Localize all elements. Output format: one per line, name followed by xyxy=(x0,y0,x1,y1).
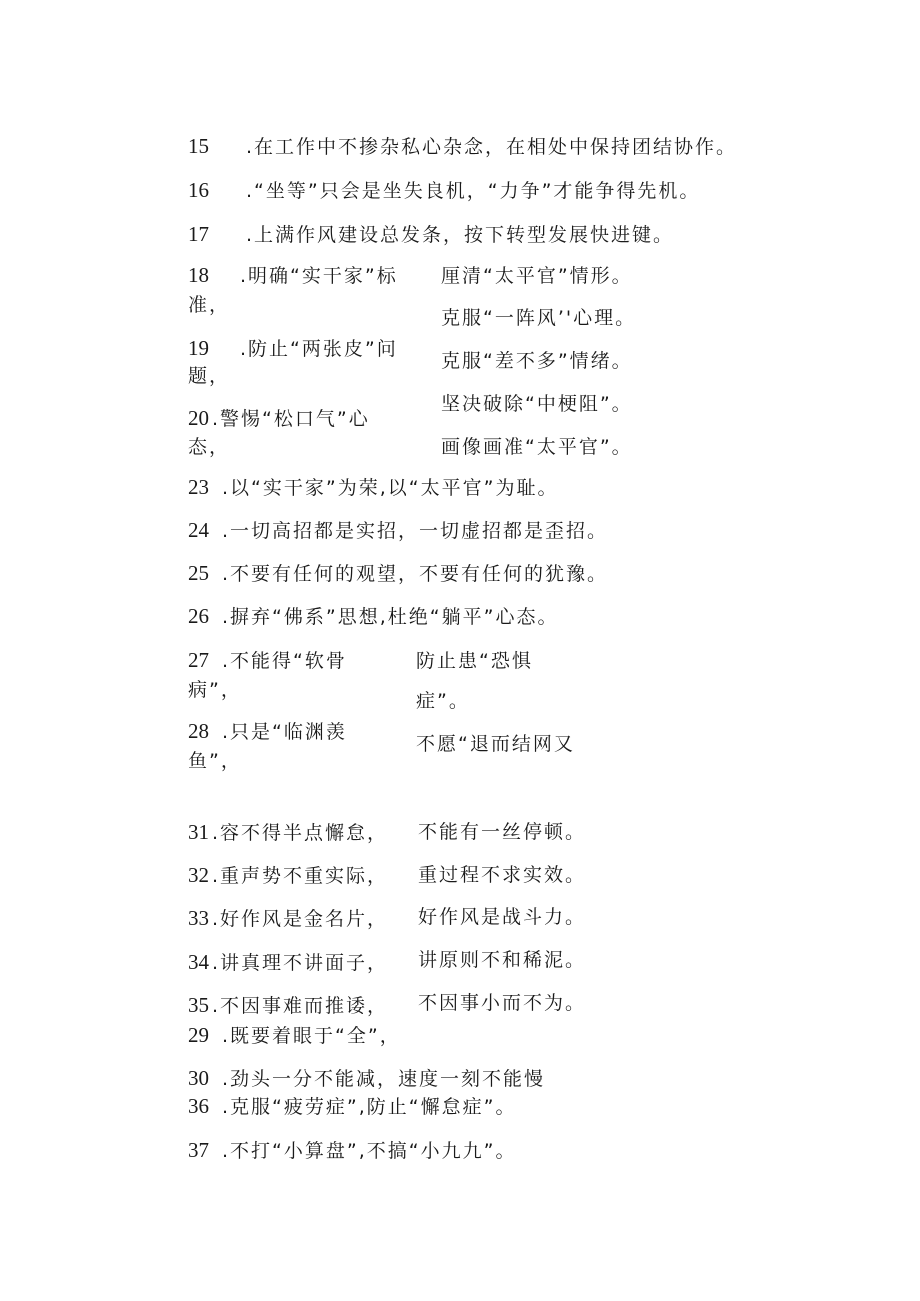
item-text: .不要有任何的观望，不要有任何的犹豫。 xyxy=(222,563,609,585)
item-text-right: 重过程不求实效。 xyxy=(418,864,587,886)
item-number: 24 xyxy=(188,518,209,542)
item-number: 27 xyxy=(188,648,209,672)
item-number: 20 xyxy=(188,406,209,430)
item-text: .不因事难而推诿， xyxy=(212,995,389,1017)
item-number: 31 xyxy=(188,820,209,844)
item-text: .一切高招都是实招，一切虚招都是歪招。 xyxy=(222,520,609,542)
item-text-right: 好作风是战斗力。 xyxy=(418,906,587,928)
item-text-right: 不愿“退而结网又 xyxy=(416,733,575,755)
item-text: .重声势不重实际， xyxy=(212,865,389,887)
item-number: 18 xyxy=(188,263,209,287)
item-number: 17 xyxy=(188,222,209,246)
item-text: .既要着眼于“全”， xyxy=(222,1025,401,1047)
item-number: 36 xyxy=(188,1094,209,1118)
item-text: .只是“临渊羡 xyxy=(222,721,347,743)
item-text-right-continuation: 症”。 xyxy=(416,690,470,712)
item-text-continuation: 鱼”， xyxy=(188,750,242,772)
item-number: 26 xyxy=(188,604,209,628)
item-text: .警惕“松口气”心 xyxy=(212,408,370,430)
item-text-right: 不因事小而不为。 xyxy=(418,992,587,1014)
item-text: .“坐等”只会是坐失良机，“力争”才能争得先机。 xyxy=(246,180,701,202)
item-text-continuation: 题， xyxy=(188,365,231,387)
item-text: .在工作中不掺杂私心杂念，在相处中保持团结协作。 xyxy=(246,136,738,158)
item-text-continuation: 态， xyxy=(188,436,231,458)
item-number: 28 xyxy=(188,719,209,743)
item-text-right: 画像画准“太平官”。 xyxy=(441,436,633,458)
item-text: .明确“实干家”标 xyxy=(240,265,398,287)
item-text-continuation: 准， xyxy=(188,294,231,316)
item-text-right: 坚决破除“中梗阻”。 xyxy=(441,393,633,415)
item-number: 32 xyxy=(188,863,209,887)
item-text-continuation: 病”， xyxy=(188,679,242,701)
item-number: 34 xyxy=(188,950,209,974)
item-number: 29 xyxy=(188,1023,209,1047)
item-number: 15 xyxy=(188,134,209,158)
item-text: .防止“两张皮”问 xyxy=(240,338,398,360)
item-number: 19 xyxy=(188,336,209,360)
item-number: 33 xyxy=(188,906,209,930)
item-text: .不能得“软骨 xyxy=(222,650,347,672)
item-text: .容不得半点懈怠， xyxy=(212,822,389,844)
item-text: .劲头一分不能减，速度一刻不能慢 xyxy=(222,1068,546,1090)
item-number: 23 xyxy=(188,475,209,499)
item-text: .好作风是金名片， xyxy=(212,908,389,930)
item-text: .克服“疲劳症”,防止“懈怠症”。 xyxy=(222,1096,517,1118)
item-text: .以“实干家”为荣,以“太平官”为耻。 xyxy=(222,477,559,499)
item-number: 35 xyxy=(188,993,209,1017)
item-text: .上满作风建设总发条，按下转型发展快进键。 xyxy=(246,224,675,246)
item-text-right: 不能有一丝停顿。 xyxy=(418,821,587,843)
item-number: 16 xyxy=(188,178,209,202)
item-number: 25 xyxy=(188,561,209,585)
item-text-right: 厘清“太平官”情形。 xyxy=(441,265,633,287)
item-text: .不打“小算盘”,不搞“小九九”。 xyxy=(222,1140,517,1162)
item-text-right: 克服“一阵风’'心理。 xyxy=(441,307,637,329)
item-text-right: 防止患“恐惧 xyxy=(416,650,533,672)
item-text-right: 讲原则不和稀泥。 xyxy=(418,949,587,971)
item-number: 37 xyxy=(188,1138,209,1162)
item-text-right: 克服“差不多”情绪。 xyxy=(441,350,633,372)
item-number: 30 xyxy=(188,1066,209,1090)
item-text: .摒弃“佛系”思想,杜绝“躺平”心态。 xyxy=(222,606,559,628)
item-text: .讲真理不讲面子， xyxy=(212,952,389,974)
